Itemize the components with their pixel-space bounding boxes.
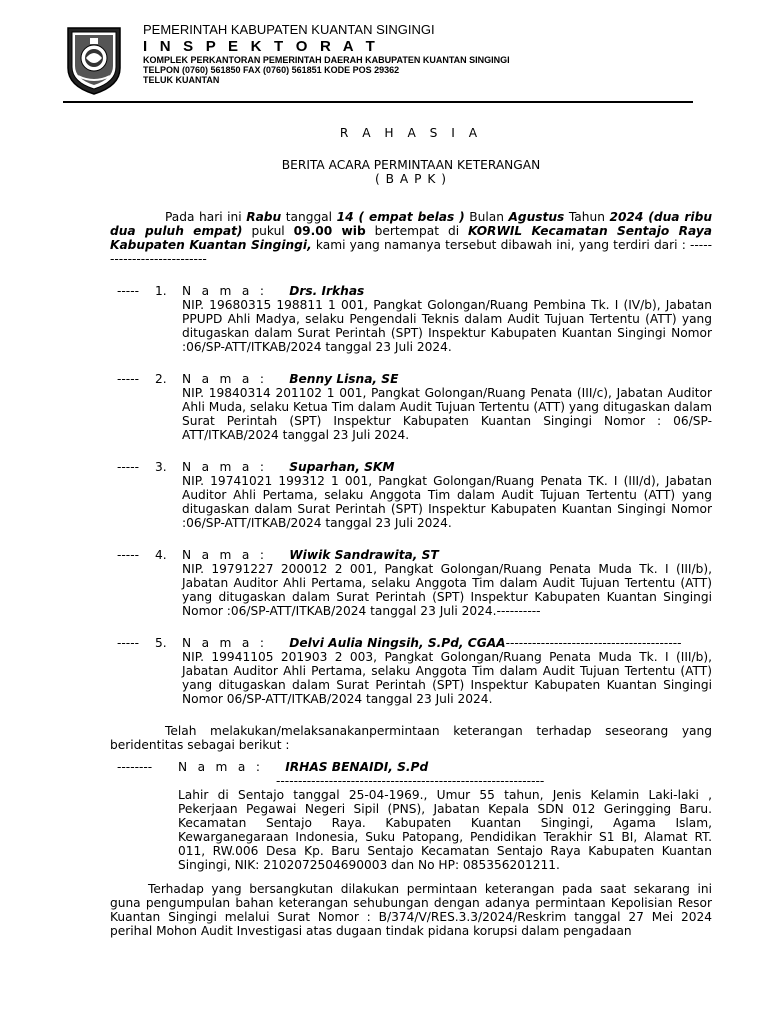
document-subtitle: ( B A P K )	[375, 172, 447, 186]
member-number: 2.	[155, 372, 167, 386]
member-details: NIP. 19680315 198811 1 001, Pangkat Golongan/Ruang Pembina Tk. I (IV/b), Jabatan PPUPD Ahli Madya, selaku Pengendali Teknis dalam Audit Tujuan Tertentu (ATT) yang ditugaskan dalam Surat Perintah (SPT) Inspektur Kabupaten Kuantan Singingi Nomor :06/SP-ATT/ITKAB/2024 tanggal 23 Juli 2024.	[182, 298, 712, 354]
closing-paragraph: Terhadap yang bersangkutan dilakukan permintaan keterangan pada saat sekarang ini guna pengumpulan bahan keterangan sehubungan dengan adanya permintaan Kepolisian Resor Kuantan Singingi melalui Surat Nomor : B/374/V/RES.3.3/2024/Reskrim tanggal 27 Mei 2024 perihal Mohon Audit Investigasi atas dugaan tindak pidana korupsi dalam pengadaan	[110, 882, 712, 938]
opening-year: 2024 (dua ribu dua puluh empat)	[110, 210, 712, 238]
letterhead	[143, 22, 510, 85]
opening-text: bertempat di	[365, 224, 469, 238]
member-details: NIP. 19941105 201903 2 003, Pangkat Golongan/Ruang Penata Muda Tk. I (III/b), Jabatan Auditor Ahli Pertama, selaku Anggota Tim dalam Audit Tujuan Tertentu (ATT) yang ditugaskan dalam Surat Perintah (SPT) Inspektur Kabupaten Kuantan Singingi Nomor 06/SP-ATT/ITKAB/2024 tanggal 23 Juli 2024.	[182, 650, 712, 706]
opening-date: 14 ( empat belas )	[336, 210, 465, 224]
team-member	[110, 372, 712, 442]
classification-label: R A H A S I A	[339, 126, 483, 140]
team-member	[110, 460, 712, 530]
member-dash: -----	[117, 548, 139, 562]
member-details: NIP. 19741021 199312 1 001, Pangkat Golongan/Ruang Penata TK. I (III/d), Jabatan Auditor Ahli Pertama, selaku Anggota Tim dalam Audit Tujuan Tertentu (ATT) yang ditugaskan dalam Surat Perintah (SPT) Inspektur Kabupaten Kuantan Singingi Nomor :06/SP-ATT/ITKAB/2024 tanggal 23 Juli 2024.	[182, 474, 712, 530]
subject-dash: --------	[117, 760, 153, 774]
opening-paragraph	[110, 210, 712, 266]
subject-name: IRHAS BENAIDI, S.Pd	[285, 760, 429, 774]
member-name-suffix: ----------------------------------------	[505, 636, 682, 650]
team-member	[110, 548, 712, 618]
team-member	[110, 284, 712, 354]
opening-text: tanggal	[281, 210, 337, 224]
letterhead-address: KOMPLEK PERKANTORAN PEMERINTAH DAERAH KABUPATEN KUANTAN SINGINGI	[143, 55, 510, 65]
opening-place: KORWIL Kecamatan Sentajo Raya Kabupaten Kuantan Singingi,	[110, 224, 712, 252]
member-number: 4.	[155, 548, 167, 562]
subject-name-label: N a m a :	[178, 760, 264, 774]
opening-month: Agustus	[508, 210, 565, 224]
member-number: 5.	[155, 636, 167, 650]
member-dash: -----	[117, 284, 139, 298]
member-name: Drs. Irkhas	[289, 284, 365, 298]
opening-text: kami yang namanya tersebut dibawah ini, yang terdiri dari : ---------------------------	[110, 238, 713, 266]
member-details: NIP. 19791227 200012 2 001, Pangkat Golongan/Ruang Penata Muda Tk. I (III/b), Jabatan Auditor Ahli Pertama, selaku Anggota Tim dalam Audit Tujuan Tertentu (ATT) yang ditugaskan dalam Surat Perintah (SPT) Inspektur Kabupaten Kuantan Singingi Nomor :06/SP-ATT/ITKAB/2024 tanggal 23 Juli 2024.----------	[182, 562, 712, 618]
member-dash: -----	[117, 460, 139, 474]
member-dash: -----	[117, 372, 139, 386]
document-title: BERITA ACARA PERMINTAAN KETERANGAN	[281, 158, 541, 172]
member-details: NIP. 19840314 201102 1 001, Pangkat Golongan/Ruang Penata (III/c), Jabatan Auditor Ahli Muda, selaku Ketua Tim dalam Audit Tujuan Tertentu (ATT) yang ditugaskan dalam Surat Perintah (SPT) Inspektur Kabupaten Kuantan Singingi Nomor : 06/SP-ATT/ITKAB/2024 tanggal 23 Juli 2024.	[182, 386, 712, 442]
subject-name-underline: -------------------------------------------------------------	[276, 774, 545, 788]
opening-day: Rabu	[246, 210, 282, 224]
member-name: Benny Lisna, SE	[289, 372, 399, 386]
opening-time: 09.00 wib	[293, 224, 366, 238]
member-number: 3.	[155, 460, 167, 474]
member-name-label: N a m a :	[182, 548, 268, 562]
letterhead-institution: I N S P E K T O R A T	[143, 38, 379, 55]
document-body	[110, 126, 712, 938]
member-dash: -----	[117, 636, 139, 650]
member-name-label: N a m a :	[182, 372, 268, 386]
opening-text: Bulan	[464, 210, 509, 224]
letterhead-government: PEMERINTAH KABUPATEN KUANTAN SINGINGI	[143, 22, 435, 37]
letterhead-city: TELUK KUANTAN	[143, 75, 220, 85]
member-name: Suparhan, SKM	[289, 460, 395, 474]
member-number: 1.	[155, 284, 167, 298]
opening-text: pukul	[242, 224, 294, 238]
letterhead-divider	[63, 101, 693, 103]
letterhead-phone: TELPON (0760) 561850 FAX (0760) 561851 KODE POS 29362	[143, 65, 400, 75]
member-name-label: N a m a :	[182, 636, 268, 650]
member-name-label: N a m a :	[182, 284, 268, 298]
regency-emblem-logo	[64, 24, 124, 96]
subject-details: Lahir di Sentajo tanggal 25-04-1969., Umur 55 tahun, Jenis Kelamin Laki-laki , Pekerjaan Pegawai Negeri Sipil (PNS), Jabatan Kepala SDN 012 Geringging Baru. Kecamatan Sentajo Raya. Kabupaten Kuantan Singingi, Agama Islam, Kewarganegaraan Indonesia, Suku Patopang, Pendidikan Terakhir S1 BI, Alamat RT. 011, RW.006 Desa Kp. Baru Sentajo Kecamatan Sentajo Raya Kabupaten Kuantan Singingi, NIK: 2102072504690003 dan No HP: 085356201211.	[178, 788, 712, 872]
team-member	[110, 636, 712, 706]
opening-text: Tahun	[564, 210, 610, 224]
opening-text: Pada hari ini	[165, 210, 247, 224]
member-name: Wiwik Sandrawita, ST	[289, 548, 439, 562]
subject-identity	[110, 760, 712, 872]
member-name-label: N a m a :	[182, 460, 268, 474]
transition-paragraph: Telah melakukan/melaksanakanpermintaan keterangan terhadap seseorang yang beridentitas sebagai berikut :	[110, 724, 712, 752]
member-name: Delvi Aulia Ningsih, S.Pd, CGAA	[289, 636, 506, 650]
